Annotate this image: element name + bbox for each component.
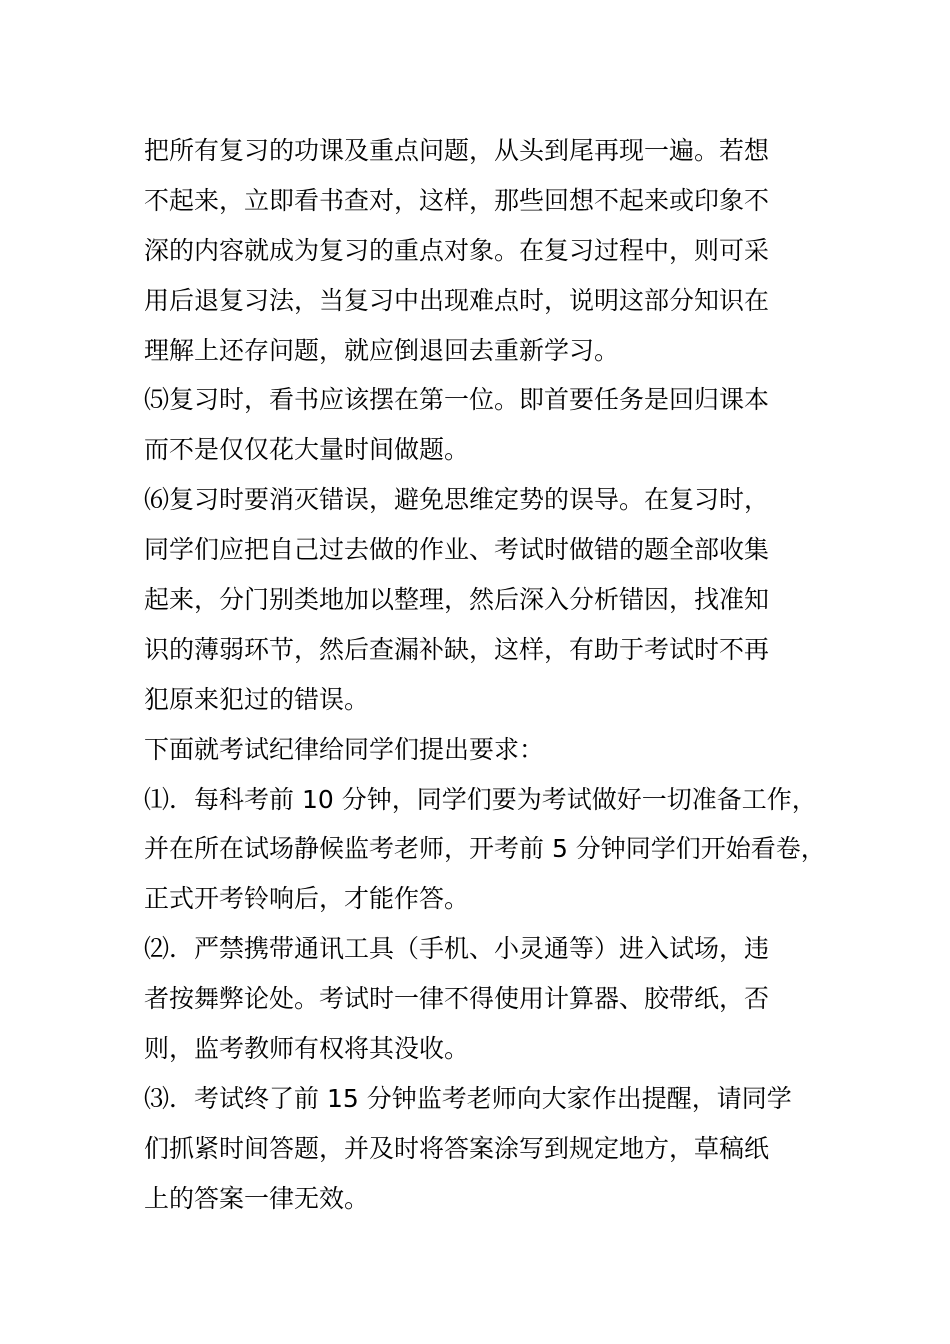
- text-line: ⑸复习时，看书应该摆在第一位。即首要任务是回归课本: [144, 385, 770, 415]
- text-line: ⑶．考试终了前 15 分钟监考老师向大家作出提醒，请同学: [144, 1083, 792, 1113]
- text-line: 下面就考试纪律给同学们提出要求：: [144, 734, 545, 764]
- text-line: 理解上还存问题，就应倒退回去重新学习。: [144, 335, 620, 365]
- text-line: ⑹复习时要消灭错误，避免思维定势的误导。在复习时，: [144, 485, 770, 515]
- text-line: 深的内容就成为复习的重点对象。在复习过程中，则可采: [144, 235, 770, 265]
- text-line: 则，监考教师有权将其没收。: [144, 1034, 470, 1064]
- text-line: 起来，分门别类地加以整理，然后深入分析错因，找准知: [144, 585, 770, 615]
- text-line: 并在所在试场静候监考老师，开考前 5 分钟同学们开始看卷，: [144, 834, 826, 864]
- text-line: 把所有复习的功课及重点问题，从头到尾再现一遍。若想: [144, 136, 770, 165]
- text-line: 正式开考铃响后，才能作答。: [144, 884, 470, 914]
- text-line: 上的答案一律无效。: [144, 1183, 370, 1213]
- text-line: 识的薄弱环节，然后查漏补缺，这样，有助于考试时不再: [144, 634, 770, 664]
- text-line: 不起来，立即看书查对，这样，那些回想不起来或印象不: [144, 185, 770, 215]
- text-line: 者按舞弊论处。考试时一律不得使用计算器、胶带纸，否: [144, 984, 770, 1014]
- text-line: 用后退复习法，当复习中出现难点时，说明这部分知识在: [144, 285, 770, 315]
- text-line: ⑵．严禁携带通讯工具（手机、小灵通等）进入试场，违: [144, 934, 770, 964]
- document-body: [144, 126, 844, 1224]
- text-line: 同学们应把自己过去做的作业、考试时做错的题全部收集: [144, 535, 770, 565]
- text-line: 们抓紧时间答题，并及时将答案涂写到规定地方，草稿纸: [144, 1133, 770, 1163]
- text-line: 犯原来犯过的错误。: [144, 684, 370, 714]
- text-line: 而不是仅仅花大量时间做题。: [144, 435, 470, 465]
- text-line: ⑴．每科考前 10 分钟，同学们要为考试做好一切准备工作，: [144, 784, 817, 814]
